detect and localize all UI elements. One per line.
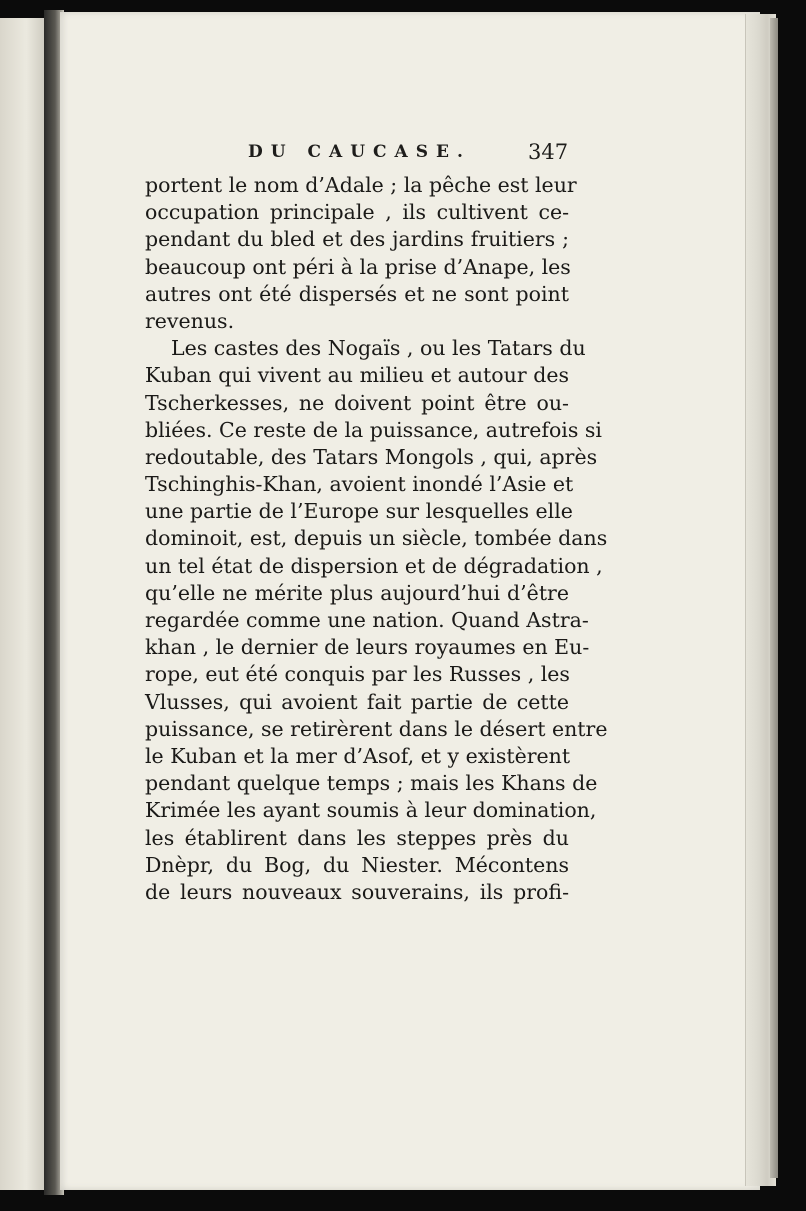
text-line: regardée comme une nation. Quand Astra- (145, 608, 589, 632)
text-line: rope, eut été conquis par les Russes , les (145, 662, 570, 687)
text-line: Tscherkesses, ne doivent point être ou- (145, 390, 569, 415)
text-line: Dnèpr, du Bog, du Niester. Mécontens (145, 852, 569, 877)
text-line: portent le nom d’Adale ; la pêche est leur (145, 173, 577, 197)
text-line: pendant du bled et des jardins fruitiers ; (145, 227, 569, 252)
text-line: un tel état de dispersion et de dégradation , (145, 553, 603, 578)
text-line: Kuban qui vivent au milieu et autour des (145, 363, 569, 388)
text-line: khan , le dernier de leurs royaumes en Eu- (145, 635, 590, 660)
text-line: pendant quelque temps ; mais les Khans de (145, 771, 598, 796)
text-line: beaucoup ont péri à la prise d’Anape, les (145, 254, 571, 279)
text-line: qu’elle ne mérite plus aujourd’hui d’être (145, 580, 569, 605)
text-line: occupation principale , ils cultivent ce- (145, 200, 569, 225)
page-number: 347 (528, 140, 569, 164)
text-line: une partie de l’Europe sur lesquelles elle (145, 499, 573, 524)
text-line: de leurs nouveaux souverains, ils profi- (145, 879, 569, 904)
body-text (145, 172, 608, 906)
text-line: autres ont été dispersés et ne sont point (145, 281, 569, 306)
text-line: Krimée les ayant soumis à leur domination, (145, 798, 597, 823)
left-page-edge (0, 18, 45, 1190)
running-head (248, 142, 568, 168)
text-line: les établirent dans les steppes près du (145, 825, 569, 850)
text-line: redoutable, des Tatars Mongols , qui, après (145, 444, 598, 469)
text-line: dominoit, est, depuis un siècle, tombée dans (145, 526, 608, 551)
text-line: bliées. Ce reste de la puissance, autrefois si (145, 417, 602, 442)
text-line: Tschinghis-Khan, avoient inondé l’Asie et (145, 472, 574, 497)
text-line: puissance, se retirèrent dans le désert entre (145, 716, 608, 741)
running-title: DU CAUCASE. (248, 142, 471, 162)
text-line: le Kuban et la mer d’Asof, et y existèrent (145, 743, 571, 768)
text-line: Vlusses, qui avoient fait partie de cette (145, 689, 569, 714)
text-line: revenus. (145, 308, 235, 333)
text-line: Les castes des Nogaïs , ou les Tatars du (171, 336, 586, 361)
page-edge-strip (770, 18, 778, 1178)
